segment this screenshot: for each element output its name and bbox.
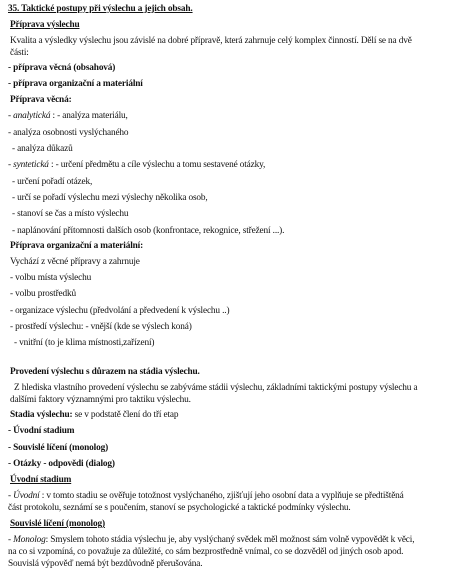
stadia-label: Stadia výslechu:	[10, 410, 73, 420]
list-item: - analytická : - analýza materiálu,	[8, 111, 128, 121]
list-item: - syntetická : - určení předmětu a cíle výslechu a tomu sestavené otázky,	[8, 160, 266, 170]
list-item: - stanoví se čas a místo výslechu	[12, 209, 129, 219]
list-item: - příprava organizační a materiální	[8, 79, 143, 89]
list-item: - analýza důkazů	[12, 144, 73, 154]
paragraph-text: : Smyslem tohoto stádia výslechu je, aby vyslýchaný svědek měl možnost sám volně vypovědět k věci,	[45, 535, 415, 545]
list-item: - Souvislé líčení (monolog)	[8, 443, 109, 453]
list-item: - volbu prostředků	[10, 289, 76, 299]
list-item-text: : - určení předmětu a cíle výslechu a tomu sestavené otázky,	[48, 160, 266, 170]
paragraph-line: části:	[10, 48, 29, 58]
stadia-text: se v podstatě člení do tří etap	[72, 410, 179, 420]
list-item: - naplánování přítomnosti dalších osob (konfrontace, rekognice, střežení ...).	[12, 226, 285, 236]
section-heading-uvodni-stadium: Úvodní stadium	[10, 475, 72, 485]
list-item: - Úvodní stadium	[8, 426, 75, 436]
paragraph-line: Z hlediska vlastního provedení výslechu se zabýváme stádii výslechu, základními taktickými postupy výslechu a	[14, 383, 418, 393]
emphasis-label: Úvodní	[13, 491, 40, 501]
list-item: - analýza osobnosti vyslýchaného	[8, 128, 129, 138]
list-item: - vnitřní (to je klima místnosti,zařízení)	[14, 338, 155, 348]
paragraph-line: část protokolu, seznámí se s poučením, stanoví se psychologické a taktické podmínky výslechu.	[8, 503, 351, 513]
section-heading-souvisle-liceni: Souvislé líčení (monolog)	[10, 519, 105, 529]
list-item: - určí se pořadí výslechu mezi výslechy několika osob,	[12, 193, 208, 203]
paragraph-line: Souvislá výpověď nemá být bezdůvodně přerušována.	[8, 559, 203, 569]
page-title: 35. Taktické postupy při výslechu a jejich obsah.	[8, 4, 193, 14]
list-item: - organizace výslechu (předvolání a předvedení k výslechu ..)	[10, 306, 230, 316]
emphasis-label: analytická	[13, 111, 51, 121]
paragraph-line	[10, 410, 178, 421]
list-item: - příprava věcná (obsahová)	[8, 63, 116, 73]
list-item: - Otázky - odpovědi (dialog)	[8, 459, 115, 469]
list-item-text: : - analýza materiálu,	[50, 111, 128, 121]
paragraph-line: Vychází z věcné přípravy a zahrnuje	[10, 257, 140, 267]
list-item: - určení pořadí otázek,	[12, 177, 93, 187]
paragraph-line: Kvalita a výsledky výslechu jsou závislé na dobré přípravě, která zahrnuje celý komplex činností. Dělí se na dvě	[10, 36, 412, 46]
section-heading-priprava-organizacni: Příprava organizační a materiální:	[10, 241, 144, 251]
section-heading-provedeni: Provedení výslechu s důrazem na stádia výslechu.	[10, 367, 200, 377]
paragraph-text: : v tomto stadiu se ověřuje totožnost vyslýchaného, zjišťují jeho osobní data a vyplňuje se předtištěná	[39, 491, 404, 501]
emphasis-label: Monolog	[13, 535, 46, 545]
paragraph-line: na co si vzpomíná, co považuje za důležité, co sám bezprostředně vnímal, co se dozvěděl od jiných osob apod.	[8, 547, 404, 557]
list-item: - prostředí výslechu: - vnější (kde se výslech koná)	[10, 322, 192, 332]
paragraph-line: - Úvodní : v tomto stadiu se ověřuje totožnost vyslýchaného, zjišťují jeho osobní data a vyplňuje se předtištěná	[8, 491, 404, 501]
list-item: - volbu místa výslechu	[10, 273, 92, 283]
section-heading-priprava-vyslechu: Příprava výslechu	[10, 20, 80, 30]
paragraph-line: dalšími faktory významnými pro taktiku výslechu.	[10, 395, 191, 405]
emphasis-label: syntetická	[13, 160, 49, 170]
section-heading-priprava-vecna: Příprava věcná:	[10, 95, 72, 105]
paragraph-line: - Monolog: Smyslem tohoto stádia výslechu je, aby vyslýchaný svědek měl možnost sám volně vypovědět k věci,	[8, 535, 415, 545]
